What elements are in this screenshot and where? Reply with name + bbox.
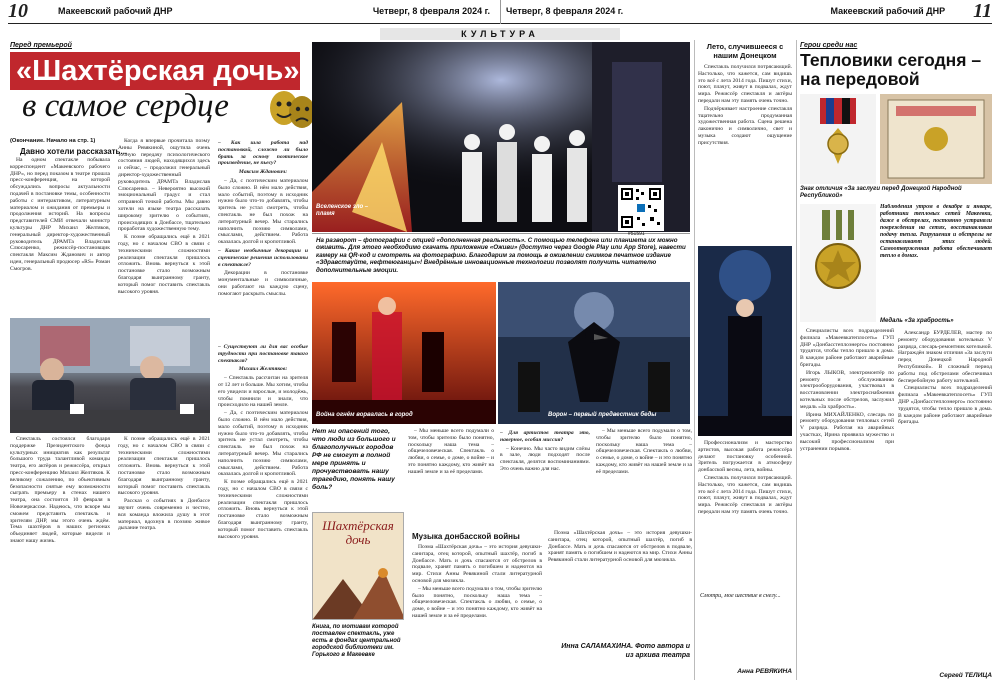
col2-paragraph: Когда я впервые прочитала поэму Анны Ревякиной, ощутила очень точную передачу психологического состояния людей, находящихся здесь и сейчас, – продолжил генеральный директор-художественный руководитель ДРАМТа Владислав Слюсаренко. – Невероятно высокий эмоциональный градус и стал отправной точкой работы. Мы давно хотели на языке театра рассказать широкому зрителю о событиях, происходящих в Донбассе, тщательно проработав художественную тему.: [118, 138, 210, 233]
music-paragraph-2: – Мы меньше всего подумали о том, чтобы зрителю было понятно, поскольку наша тема – общечеловеческая. Спектакль о любви, о семье, о доме, о войне – и это понятно каждому, кто живёт на нашей земле и за её пределами.: [412, 585, 542, 619]
book-cover-title: Шахтёрская дочь: [322, 518, 394, 547]
column-separator-2: [796, 40, 797, 680]
col4-paragraph: – Спектакль рассчитан на зрителя от 12 лет и больше. Мы хотим, чтобы его увидели и взрослые, и молодёжь, чтобы помнили и знали, что происходило на нашей земле.: [218, 375, 308, 409]
right-page-number: 11: [973, 0, 992, 22]
answer-label-1: Максим Жданович:: [238, 169, 288, 176]
right-paragraph-2: Александр БУРДЕЛЕВ, мастер по ремонту оборудования котельных V разряда, слесарь-ремонтник котельной. Награждён знаком отличия «За заслуги перед Донецкой Народной Республикой». В сложный период работы под обстрелами обеспечивал бесперебойную работу котельной.: [898, 330, 992, 384]
col4-paragraph-c: К поэме обращались ещё в 2021 году, но с началом СВО в связи с техническими сложностями реализации спектакля пришлось отложить. Вновь вернуться к этой постановке стало возможным благодаря выигранному гранту, который помог поставить спектакль высокого уровня.: [218, 479, 308, 540]
medal-caption-2: Медаль «За храбрость»: [880, 318, 954, 324]
author-signature: Инна САЛАМАХИНА. Фото автора и из архива театра: [561, 643, 690, 659]
continuation-note: (Окончание. Начало на стр. 1): [10, 138, 96, 144]
certificate-photo: [880, 94, 992, 184]
book-cover-image: [312, 512, 404, 620]
right-paragraph-3: Игорь ЛЫКОВ, электромонтёр по ремонту и обслуживанию электрооборудования, участвовал в восстановлении электроснабжения котельных после обстрелов, заслужил медаль «За храбрость».: [800, 369, 894, 410]
article-title-line2: в самое сердце: [22, 88, 229, 124]
answer-label-2: Михаил Желтяков:: [238, 366, 288, 373]
qr-code-icon[interactable]: [618, 185, 664, 231]
pull-quote: Нет ни опасений того, что люди из большого и благополучных городов РФ не смогут в полной мере принять и прочувствовать нашу трагедию, понять нашу боль?: [312, 428, 396, 491]
qr-label: #51591: [628, 231, 645, 237]
col3-paragraph-2: Декорации в постановке монументальные и символичные, они работают на каждую сцену, помогают раскрыть смыслы.: [218, 270, 308, 297]
left-col1-bottom: [10, 436, 110, 682]
left-col2-top: [118, 138, 210, 316]
sidebar-paragraph-2: Подчёркивает настроение спектакля тщательно продуманная художественная работа. Сцена решена лаконично и символично, свет и музыка создают ощущение присутствия.: [698, 105, 792, 146]
right-sign: Сергей ТЕЛИЦА: [939, 672, 992, 679]
left-col1-top: [10, 157, 110, 315]
left-page-header: [8, 0, 500, 22]
press-conference-photo: [10, 318, 210, 433]
col2-paragraph-b: К поэме обращались ещё в 2021 году, но с началом СВО в связи с техническими сложностями реализации спектакля пришлось отложить. Вновь вернуться к этой постановке стало возможным благодаря выигранному гранту, который помог поставить спектакль высокого уровня.: [118, 234, 210, 295]
crow-photo: [498, 282, 690, 424]
col4-paragraph-b: – Да, с поэтическим материалом было сложно. В нём мало действия, мало событий, поэтому в исходник нужно было что-то добавлять, чтобы зритель не устал смотреть, чтобы спектакль не был похож на литературный вечер. Мы старались наполнить поэзию символами, смыслами, действием. Работа оказалась долгой и кропотливой.: [218, 410, 308, 478]
left-page-number: 10: [8, 0, 28, 22]
col2b-paragraph: К поэме обращались ещё в 2021 году, но с началом СВО в связи с техническими сложностями реализации спектакля пришлось отложить. Вновь вернуться к этой постановке стало возможным благодаря выигранному гранту, который помог поставить спектакль высокого уровня.: [118, 436, 210, 497]
middle-col1-paragraph: – Мы меньше всего подумали о том, чтобы зрителю было понятно, поскольку наша тема – общечеловеческая. Спектакль о любви, о семье, о доме, о войне – и это понятно каждому, кто живёт на нашей земле и за её пределами.: [408, 428, 494, 475]
right-paper-name: Макеевский рабочий ДНР: [830, 6, 946, 16]
column-separator: [694, 40, 695, 680]
music-paragraph: Поэма «Шахтёрская дочь» – это история девушки-санитара, отец которой, опытный шахтёр, погиб в Донбассе. Мать и дочь спасаются от обстрелов в подвале, хранят память о погибшем и надеются на мир. Стихи Анны Ревякиной стали литературной основой для мюзикла.: [412, 544, 542, 584]
right-paragraph-1: Специалисты всех подразделений филиала «Макеевкатеплосеть» ГУП ДНР «Донбасстеплоэнерго» постоянно трудятся, чтобы тепло пришло в дома. В каждом районе работают аварийные бригады.: [800, 328, 894, 368]
right-col1: [800, 328, 894, 683]
sidebar-stage-photo: [698, 246, 792, 436]
subhead: Давно хотели рассказать...: [20, 147, 128, 156]
sidebar-paragraph-1: Спектакль получился потрясающий. Настолько, что кажется, сам видишь это всё с лета 2014 года. Пишут стихи, поют, плачут, живут в подвалах, ждут мира. Режиссёр спектакля и актёры передали нам эту память очень точно.: [698, 64, 792, 104]
right-page-header: [506, 0, 992, 22]
sidebar-poem: Смотри, мое шествие в снегу...: [700, 593, 781, 599]
interview-question-1: – Как шла работа над постановкой, сложно ли было брать за основу поэтическое произведение, не пьесу?: [218, 140, 308, 167]
music-title: Музыка донбасской войны: [412, 532, 520, 541]
left-rubric: Перед премьерой: [10, 42, 72, 49]
title-red-bar: [10, 52, 310, 90]
stage-caption: Вселенское зло – пламя: [316, 204, 369, 217]
music-paragraph-3: Поэма «Шахтёрская дочь» – это история девушки-санитара, отец которой, опытный шахтёр, погиб в Донбассе. Мать и дочь спасаются от обстрелов в подвале, хранят память о погибшем и надеются на мир. Стихи Анны Ревякиной стали литературной основой для мюзикла.: [548, 530, 692, 564]
medal-photo-2: [800, 204, 876, 322]
right-rubric: Герои среди нас: [800, 42, 858, 49]
book-caption: Книга, по мотивам которой поставлен спектакль, уже есть в фондах центральной городской библиотеки им. Горького в Макеевке: [312, 624, 401, 658]
interview-question-2: – Какие необычные декорации и сценические решения использованы в спектакле?: [218, 247, 308, 268]
left-col2-bottom: [118, 436, 210, 682]
right-date: Четверг, 8 февраля 2024 г.: [506, 6, 624, 16]
sidebar-sign: Анна РЕВЯКИНА: [737, 668, 792, 675]
left-paper-name: Макеевский рабочий ДНР: [58, 6, 173, 16]
medal-photo-1: [800, 94, 876, 184]
sidebar-paragraph-4: Спектакль получился потрясающий. Настолько, что кажется, сам видишь это всё с лета 2014 года. Пишут стихи, поют, плачут, живут в подвалах, ждут мира. Режиссёр спектакля и актёры передали нам эту память очень точно.: [698, 474, 792, 515]
crow-caption: Ворон – первый предвестник беды: [548, 412, 657, 418]
col1b-paragraph: Спектакль состоялся благодаря поддержке Президентского фонда культурных инициатив как результат большого труда талантливой команды театра, его актёров и режиссёра, открыл пресс-конференцию Михаил Желтяков. К великому сожалению, по объективным безопасности снятые ему возможности сыграть премьеру в стенах нашего театра, она состоится 10 февраля в Новочеркасске. Надеюсь, что вскоре мы сможем представить спектакль и зрителям ДНР, мы этого очень ждём. Тема шахтёров в наших регионах объединяет людей, которые видели и знают нашу жизнь.: [10, 436, 110, 544]
war-caption: Война огнём ворвалась в город: [316, 412, 413, 418]
medal-caption-1: Знак отличия «За заслуги перед Донецкой Народной Республикой»: [800, 186, 962, 199]
music-col1: [412, 544, 542, 682]
middle-col3-paragraph: – Мы меньше всего подумали о том, чтобы зрителю было понятно, поскольку наша тема – общечеловеческая. Спектакль о любви, о семье, о доме, о войне – и это понятно каждому, кто живёт на нашей земле и за её пределами.: [596, 428, 692, 475]
left-date: Четверг, 8 февраля 2024 г.: [372, 6, 490, 16]
interview-question-3: – Существуют ли для вас особые трудности при постановке такого спектакля?: [218, 344, 308, 364]
ar-notice: На разворот – фотографии с опцией «дополненная реальность». С помощью телефона или планшета их можно оживить. Для этого необходимо скачать приложение «Оживи» (доступно через Google Play или App Store), навести камеру на QR-код и смотреть на фотографию. Благодарим за помощь в оживлении снимков печатное издание «Здравствуйте, нефтеюганцы»! Внедрённые инновационные технологии позволят получить читателю дополнительные эмоции.: [312, 233, 690, 281]
middle-col2: [500, 428, 590, 528]
middle-col1: [408, 428, 494, 528]
sidebar-col-bottom: [698, 440, 792, 590]
middle-col3: [596, 428, 692, 528]
war-photo: [312, 282, 496, 424]
col3-paragraph: – Да, с поэтическим материалом было сложно. В нём мало действия, мало событий, поэтому в исходник нужно было что-то добавлять, чтобы зритель не устал смотреть, чтобы спектакль не был похож на литературный вечер. Мы старались наполнить поэзию символами, смыслами, действием. Работа оказалась долгой и кропотливой.: [218, 177, 308, 246]
music-col2: [548, 530, 692, 640]
section-banner: КУЛЬТУРА: [380, 28, 620, 40]
left-col3-bottom: [218, 342, 308, 682]
sidebar-paragraph-3: Профессионализм и мастерство артистов, высокая работа режиссёра делают постановку особенной. Зритель погружается в атмосферу донбасской весны, лета, войны.: [698, 440, 792, 474]
sidebar-title: Лето, случившееся с нашим Донецком: [706, 42, 784, 60]
artists-question: – Для артистов театра это, наверное, особая миссия?: [500, 430, 590, 443]
article-title-line1: «Шахтёрская дочь»:: [16, 55, 310, 87]
right-col2: [898, 330, 992, 665]
page-fold: [500, 0, 501, 24]
left-col3: [218, 138, 308, 338]
right-lead: Наблюдения утром в декабре и январе, работники тепловых сетей Макеевки, даже в обстрелах, постоянно устраняли повреждения на сетях, восстанавливая подачу тепла. Разрушения и обстрелы не останавливают этих людей. Самоотверженная работа обеспечивает тепло в домах.: [880, 204, 992, 259]
col1-paragraph: На одном спектакле побывала корреспондент «Макеевского рабочего ДНР», но перед показом в театре прошла пресс-конференция, на которой обсуждались вопросы актуальности подачей в постановке темы, особенности работы с интерактивом, литературным материалом и ожидания от премьеры и продолжения историй. На вопросы представителей СМИ отвечали министр культуры ДНР Михаил Желтяков, генеральный директор-художественный руководитель ДРАМТа Владислав Слюсаренко, режиссёр-постановщик спектакля Максим Жданович и автор идеи, генеральный продюсер «RS» Роман Смогров.: [10, 157, 110, 272]
right-paragraph-4: Ирина МИХАЙЛЕНКО, слесарь по ремонту оборудования тепловых сетей V разряда. Работая на аварийных участках, Ирина проявила мужество и высокий профессионализм при устранении порывов.: [800, 411, 894, 452]
col2c-paragraph: Рассказ о событиях в Донбассе звучит очень современно и честно, вся команда вложила душу в этот материал, вдохнув в поэзию живое дыхание театра.: [118, 498, 210, 532]
right-paragraph-2b: Специалисты всех подразделений филиала «Макеевкатеплосеть» ГУП ДНР «Донбасстеплоэнерго» постоянно трудятся, чтобы тепло пришло в дома. В каждом районе работают аварийные бригады.: [898, 385, 992, 426]
artists-paragraph: – Конечно. Мы часто видим слёзы в зале, люди подходят после спектакля, делятся воспоминаниями. Это очень важно для нас.: [500, 445, 590, 472]
right-article-title: Тепловики сегодня – на передовой: [800, 50, 982, 89]
sidebar-col-top: [698, 64, 792, 244]
